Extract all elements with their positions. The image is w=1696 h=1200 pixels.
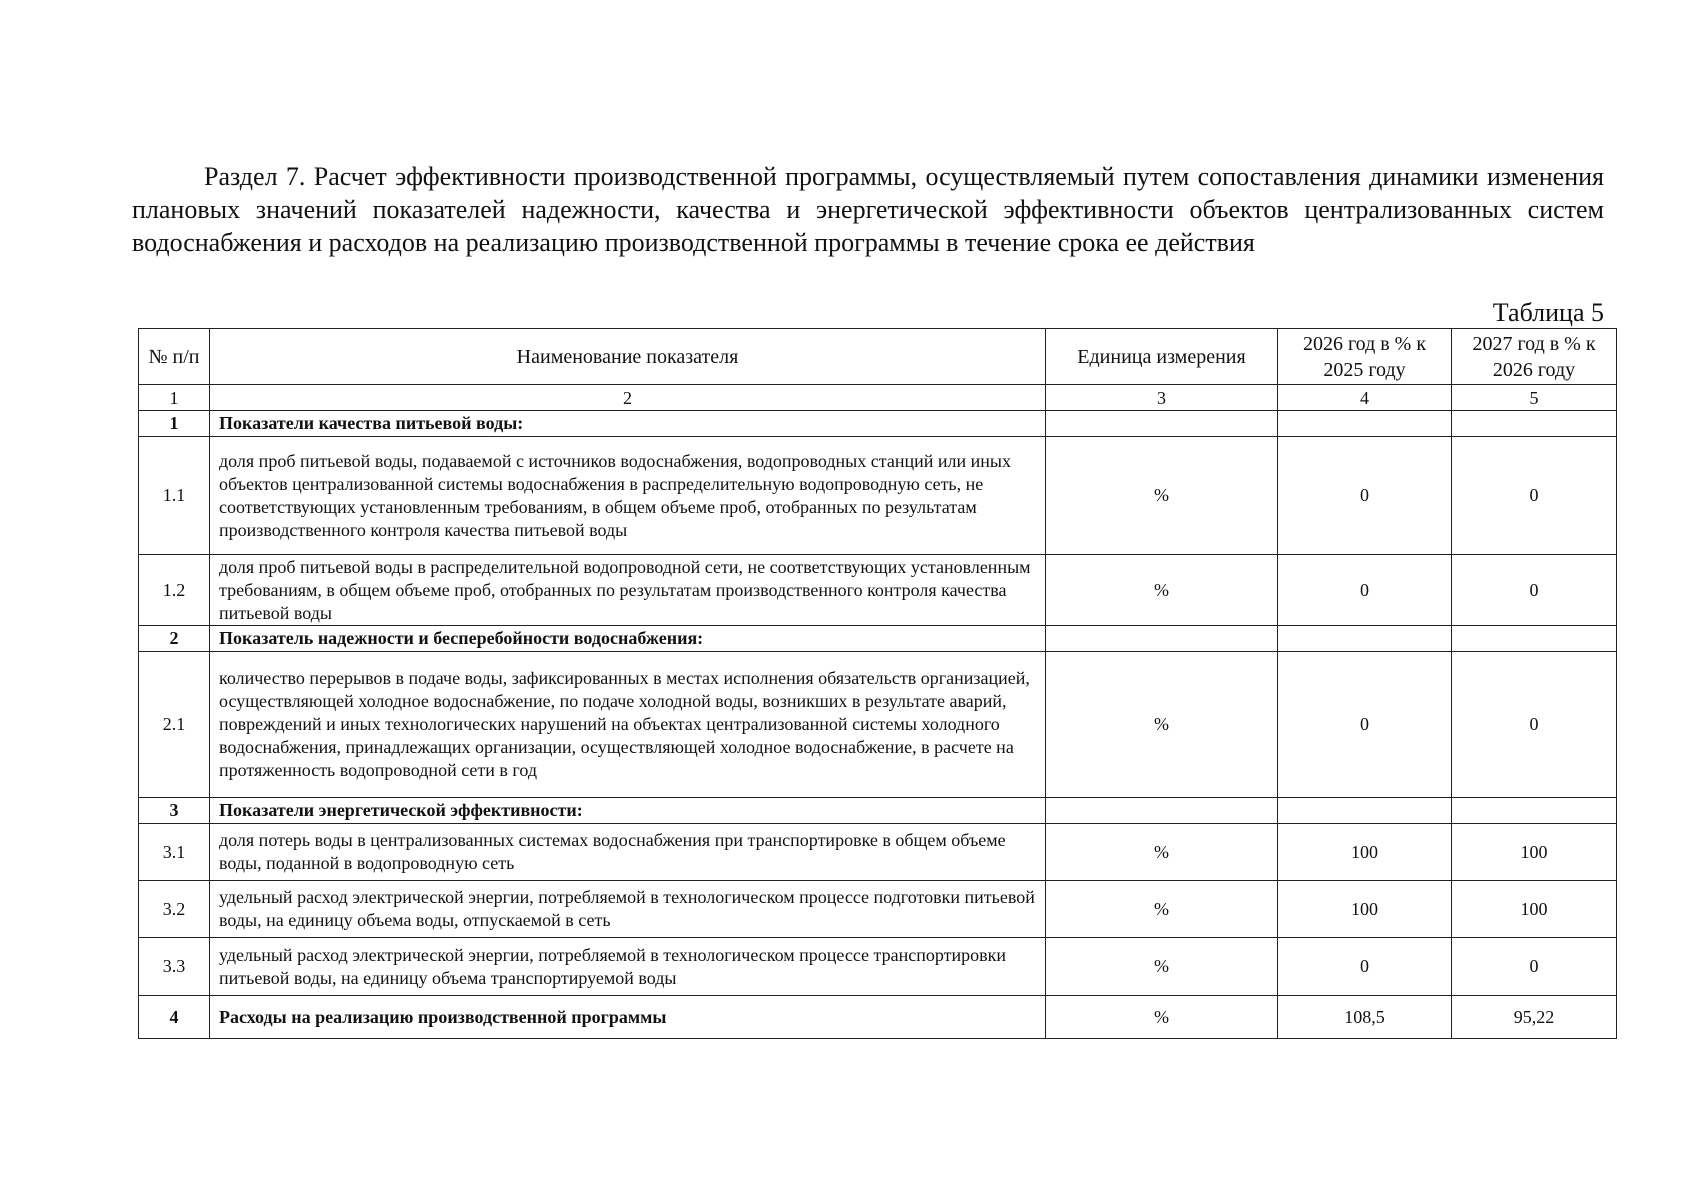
table-header-row [139,329,1617,385]
row-2027: 95,22 [1452,996,1617,1039]
table-row [139,437,1617,555]
row-name: Показатель надежности и бесперебойности водоснабжения: [210,626,1046,652]
row-num: 1.2 [139,555,210,626]
row-name: удельный расход электрической энергии, потребляемой в технологическом процессе транспортировки питьевой воды, на единицу объема транспортируемой воды [210,938,1046,996]
header-num: № п/п [139,329,210,385]
row-2027: 0 [1452,437,1617,555]
column-index: 5 [1452,385,1617,411]
table-row [139,996,1617,1039]
row-2026 [1278,798,1452,824]
column-index-row [139,385,1617,411]
row-2027 [1452,626,1617,652]
header-2027: 2027 год в % к 2026 году [1452,329,1617,385]
row-2026: 100 [1278,881,1452,938]
header-name: Наименование показателя [210,329,1046,385]
row-2027: 0 [1452,555,1617,626]
row-2026 [1278,411,1452,437]
table-caption: Таблица 5 [1492,298,1604,327]
column-index: 3 [1046,385,1278,411]
row-num: 3.3 [139,938,210,996]
row-2027: 100 [1452,824,1617,881]
table-row [139,881,1617,938]
row-2027: 100 [1452,881,1617,938]
row-unit: % [1046,881,1278,938]
row-unit: % [1046,652,1278,798]
row-num: 3 [139,798,210,824]
row-num: 1.1 [139,437,210,555]
row-unit [1046,411,1278,437]
column-index: 1 [139,385,210,411]
row-unit: % [1046,938,1278,996]
table-row [139,555,1617,626]
row-num: 4 [139,996,210,1039]
table-row [139,411,1617,437]
row-num: 1 [139,411,210,437]
row-unit: % [1046,996,1278,1039]
row-num: 2 [139,626,210,652]
row-name: удельный расход электрической энергии, потребляемой в технологическом процессе подготовки питьевой воды, на единицу объема воды, отпускаемой в сеть [210,881,1046,938]
row-num: 2.1 [139,652,210,798]
row-2027: 0 [1452,938,1617,996]
row-unit [1046,626,1278,652]
row-2026: 0 [1278,437,1452,555]
row-unit [1046,798,1278,824]
row-2026: 108,5 [1278,996,1452,1039]
row-2027: 0 [1452,652,1617,798]
column-index: 2 [210,385,1046,411]
row-name: доля потерь воды в централизованных системах водоснабжения при транспортировке в общем объеме воды, поданной в водопроводную сеть [210,824,1046,881]
row-num: 3.2 [139,881,210,938]
row-2027 [1452,411,1617,437]
row-name: Расходы на реализацию производственной программы [210,996,1046,1039]
row-name: доля проб питьевой воды в распределительной водопроводной сети, не соответствующих установленным требованиям, в общем объеме проб, отобранных по результатам производственного контроля качества питьевой воды [210,555,1046,626]
row-num: 3.1 [139,824,210,881]
table-row [139,798,1617,824]
row-name: Показатели энергетической эффективности: [210,798,1046,824]
column-index: 4 [1278,385,1452,411]
efficiency-table [138,328,1617,1039]
table-row [139,824,1617,881]
row-unit: % [1046,437,1278,555]
row-name: Показатели качества питьевой воды: [210,411,1046,437]
row-2026: 100 [1278,824,1452,881]
row-2026: 0 [1278,938,1452,996]
row-2027 [1452,798,1617,824]
row-2026: 0 [1278,555,1452,626]
row-2026: 0 [1278,652,1452,798]
table-row [139,652,1617,798]
row-2026 [1278,626,1452,652]
table-row [139,938,1617,996]
header-unit: Единица измерения [1046,329,1278,385]
section-heading: Раздел 7. Расчет эффективности производственной программы, осуществляемый путем сопоставления динамики изменения плановых значений показателей надежности, качества и энергетической эффективности объектов централизованных систем водоснабжения и расходов на реализацию производственной программы в течение срока ее действия [132,162,1604,257]
row-name: доля проб питьевой воды, подаваемой с источников водоснабжения, водопроводных станций или иных объектов централизованной системы водоснабжения в распределительную водопроводную сеть, не соответствующих установленным требованиям, в общем объеме проб, отобранных по результатам производственного контроля качества питьевой воды [210,437,1046,555]
row-unit: % [1046,824,1278,881]
table-row [139,626,1617,652]
header-2026: 2026 год в % к 2025 году [1278,329,1452,385]
row-name: количество перерывов в подаче воды, зафиксированных в местах исполнения обязательств организацией, осуществляющей холодное водоснабжение, по подаче холодной воды, возникших в результате аварий, повреждений и иных технологических нарушений на объектах централизованной системы холодного водоснабжения, принадлежащих организации, осуществляющей холодное водоснабжение, в расчете на протяженность водопроводной сети в год [210,652,1046,798]
row-unit: % [1046,555,1278,626]
